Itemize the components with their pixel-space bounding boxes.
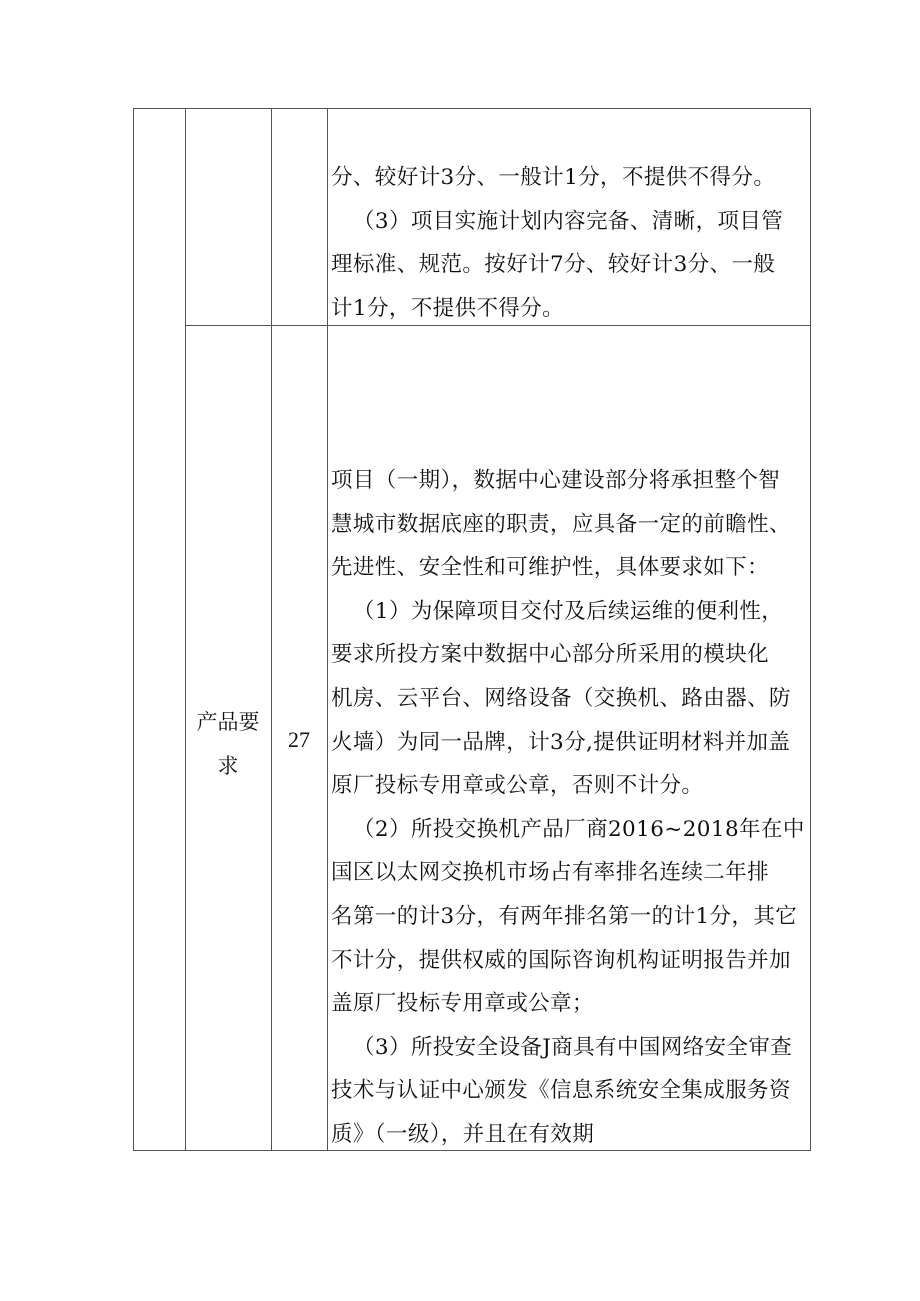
category-cell — [185, 700, 271, 788]
text-line: 机房、云平台、网络设备（交换机、路由器、防 — [331, 685, 791, 711]
text-line: （2）所投交换机产品厂商2016~2018年在中 — [353, 816, 805, 842]
text-line: 分、较好计3分、一般计1分，不提供不得分。 — [331, 165, 776, 190]
text-line: 火墙）为同一品牌，计3分,提供证明材料并加盖 — [331, 729, 791, 755]
column-divider — [327, 108, 328, 1151]
text-line: 质》（一级），并且在有效期 — [331, 1121, 595, 1147]
text-line: 不计分，提供权威的国际咨询机构证明报告并加 — [331, 947, 791, 973]
text-line: 慧城市数据底座的职责，应具备一定的前瞻性、 — [331, 511, 791, 537]
text-line: 原厂投标专用章或公章，否则不计分。 — [331, 773, 704, 799]
category-label-line1: 产品要 — [196, 710, 260, 734]
text-line: （1）为保障项目交付及后续运维的便利性， — [353, 598, 784, 624]
category-label-line2: 求 — [217, 754, 239, 778]
text-line: 要求所投方案中数据中心部分所采用的模块化 — [331, 642, 770, 668]
text-line: 计1分，不提供不得分。 — [331, 295, 565, 321]
text-line: （3）项目实施计划内容完备、清晰，项目管 — [353, 208, 784, 234]
table-right-border — [810, 108, 811, 1151]
column-divider — [185, 108, 186, 1151]
text-line: 盖原厂投标专用章或公章； — [331, 991, 594, 1017]
text-line: 理标准、规范。按好计7分、较好计3分、一般 — [331, 252, 776, 278]
top-row-content — [331, 156, 783, 330]
text-line: 先进性、安全性和可维护性，具体要求如下： — [331, 555, 770, 581]
text-line: 技术与认证中心颁发《信息系统安全集成服务资 — [331, 1078, 791, 1104]
table-left-border — [133, 108, 134, 1151]
text-line: 项目（一期），数据中心建设部分将承担整个智 — [331, 468, 781, 493]
score-cell: 27 — [288, 727, 310, 752]
table-top-border — [133, 108, 811, 109]
text-line: （3）所投安全设备J商具有中国网络安全审查 — [353, 1034, 793, 1060]
column-divider — [271, 108, 272, 1151]
text-line: 国区以太网交换机市场占有率排名连续二年排 — [331, 860, 770, 886]
text-line: 名第一的计3分，有两年排名第一的计1分，其它 — [331, 903, 798, 929]
product-requirement-content — [331, 459, 805, 1157]
